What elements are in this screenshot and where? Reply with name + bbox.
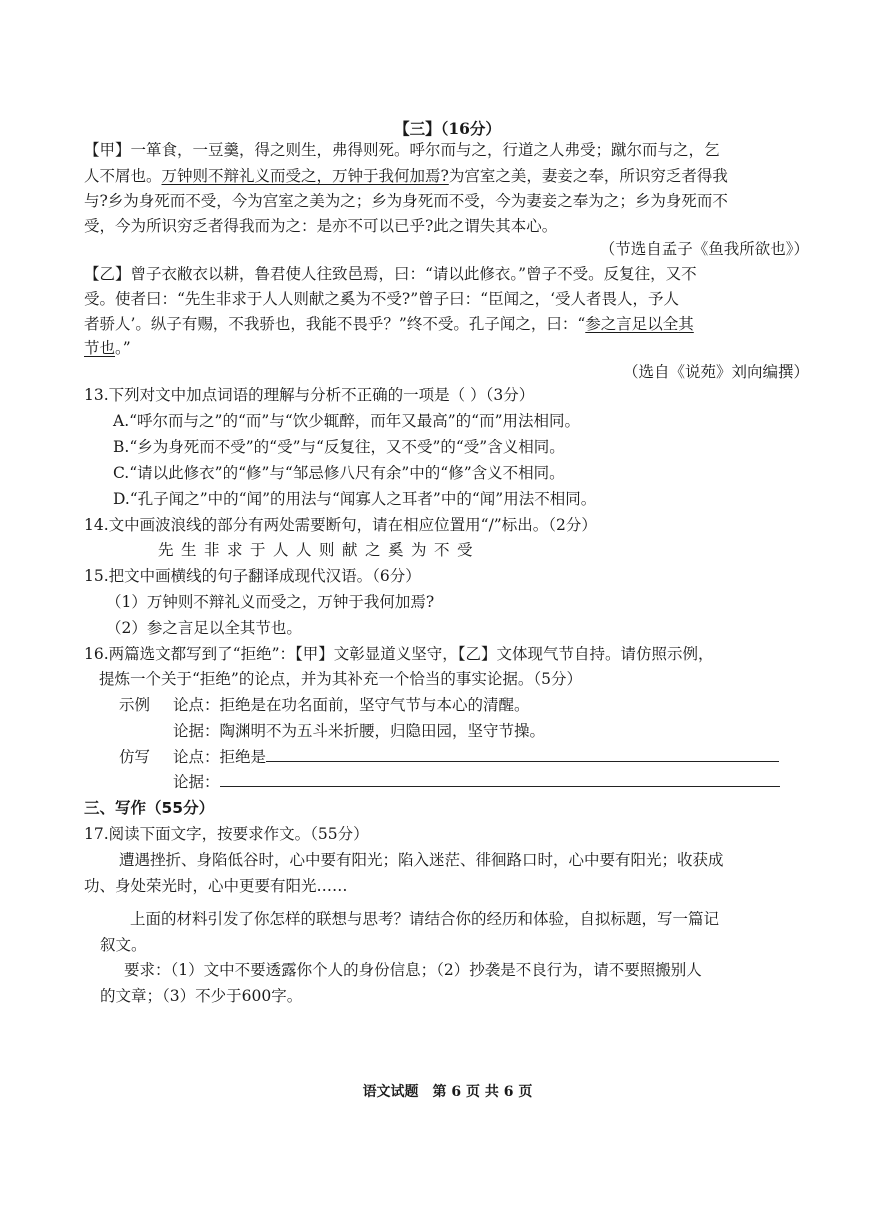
yi-underlined-sentence-b: 节也: [84, 339, 116, 357]
jia-line-4: 受，今为所识穷乏者得我而为之：是亦不可以已乎?此之谓失其本心。: [84, 217, 558, 235]
q16-example-label: 示例: [119, 696, 151, 714]
q16-imitate-evidence-label: 论据：: [173, 773, 220, 791]
q16-imitate-label: 仿写: [119, 748, 151, 766]
section3-heading: 【三】（16分）: [394, 119, 501, 138]
yi-line-1: 【乙】曾子衣敝衣以耕，鲁君使人往致邑焉，曰：“请以此修衣。”曾子不受。反复往，又不: [84, 265, 697, 283]
q15-stem: 15.把文中画横线的句子翻译成现代汉语。（6分）: [84, 567, 421, 585]
q13-option-a: A.“呼尔而与之”的“而”与“饮少辄醉，而年又最高”的“而”用法相同。: [113, 412, 581, 430]
q17-requirements-line-2: 的文章；（3）不少于600字。: [100, 987, 303, 1005]
q16-example-point: 论点：拒绝是在功名面前，坚守气节与本心的清醒。: [173, 696, 530, 714]
jia-underlined-sentence: 万钟则不辩礼义而受之，万钟于我何加焉?: [161, 167, 449, 185]
yi-line-3-start: 者骄人’。纵子有赐，不我骄也，我能不畏乎？”终不受。孔子闻之，曰：“: [84, 315, 586, 333]
jia-line-2-start: 人不屑也。: [84, 167, 162, 185]
q16-example-evidence: 论据：陶渊明不为五斗米折腰，归隐田园，坚守节操。: [173, 722, 546, 740]
page-footer: 语文试题 第 6 页 共 6 页: [362, 1084, 533, 1100]
q17-prompt-line-1: 上面的材料引发了你怎样的联想与思考？请结合你的经历和体验，自拟标题，写一篇记: [130, 910, 720, 928]
q13-stem: 13.下列对文中加点词语的理解与分析不正确的一项是（ ）（3分）: [84, 386, 535, 404]
q16-stem-line-1: 16.两篇选文都写到了“拒绝”：【甲】文彰显道义坚守，【乙】文体现气节自持。请仿照示例，: [84, 645, 714, 663]
yi-source: （选自《说苑》刘向编撰）: [622, 363, 809, 381]
q16-evidence-answer-blank[interactable]: [220, 771, 780, 787]
yi-line-4-end: 。”: [115, 339, 131, 357]
yi-line-3: [84, 313, 694, 335]
yi-underlined-sentence-a: 参之言足以全其: [585, 315, 694, 333]
jia-line-2-end: 为宫室之美，妻妾之奉，所识穷乏者得我: [448, 167, 728, 185]
q14-sentence: 先生非求于人人则献之奚为不受: [158, 541, 481, 559]
q14-stem: 14.文中画波浪线的部分有两处需要断句，请在相应位置用“/”标出。（2分）: [84, 516, 597, 534]
q17-stem: 17.阅读下面文字，按要求作文。（55分）: [84, 825, 369, 843]
q13-option-b: B.“乡为身死而不受”的“受”与“反复往，又不受”的“受”含义相同。: [113, 438, 565, 456]
q13-option-c: C.“请以此修衣”的“修”与“邹忌修八尺有余”中的“修”含义不相同。: [113, 464, 565, 482]
q17-material-line-1: 遭遇挫折、身陷低谷时，心中要有阳光；陷入迷茫、徘徊路口时，心中要有阳光；收获成: [119, 851, 724, 869]
jia-line-1: 【甲】一箪食，一豆羹，得之则生，弗得则死。呼尔而与之，行道之人弗受；蹴尔而与之，乞: [84, 141, 720, 159]
q16-imitate-evidence-row: [173, 771, 780, 793]
q16-point-answer-blank[interactable]: [266, 746, 779, 762]
q16-imitate-point-label: 论点：拒绝是: [173, 748, 267, 766]
q13-option-d: D.“孔子闻之”中的“闻”的用法与“闻寡人之耳者”中的“闻”用法不相同。: [113, 490, 597, 508]
jia-line-3: 与?乡为身死而不受，今为宫室之美为之；乡为身死而不受，今为妻妾之奉为之；乡为身死而不: [84, 192, 728, 210]
yi-line-2: 受。使者曰：“先生非求于人人则献之奚为不受?”曾子曰：“臣闻之，‘受人者畏人，予人: [84, 290, 680, 308]
writing-section-heading: 三、写作（55分）: [84, 799, 215, 817]
jia-line-2: [84, 165, 728, 187]
q17-material-line-2: 功、身处荣光时，心中更要有阳光……: [84, 877, 348, 895]
q15-sentence-1: （1）万钟则不辩礼义而受之，万钟于我何加焉?: [106, 593, 435, 611]
q15-sentence-2: （2）参之言足以全其节也。: [106, 619, 302, 637]
q16-imitate-point-row: [173, 746, 779, 768]
yi-line-4: [84, 337, 131, 359]
q16-stem-line-2: 提炼一个关于“拒绝”的论点，并为其补充一个恰当的事实论据。（5分）: [99, 670, 582, 688]
q17-prompt-line-2: 叙文。: [100, 936, 147, 954]
q17-requirements-line-1: 要求：（1）文中不要透露你个人的身份信息；（2）抄袭是不良行为，请不要照搬别人: [124, 961, 702, 979]
jia-source: （节选自孟子《鱼我所欲也》）: [599, 240, 809, 258]
